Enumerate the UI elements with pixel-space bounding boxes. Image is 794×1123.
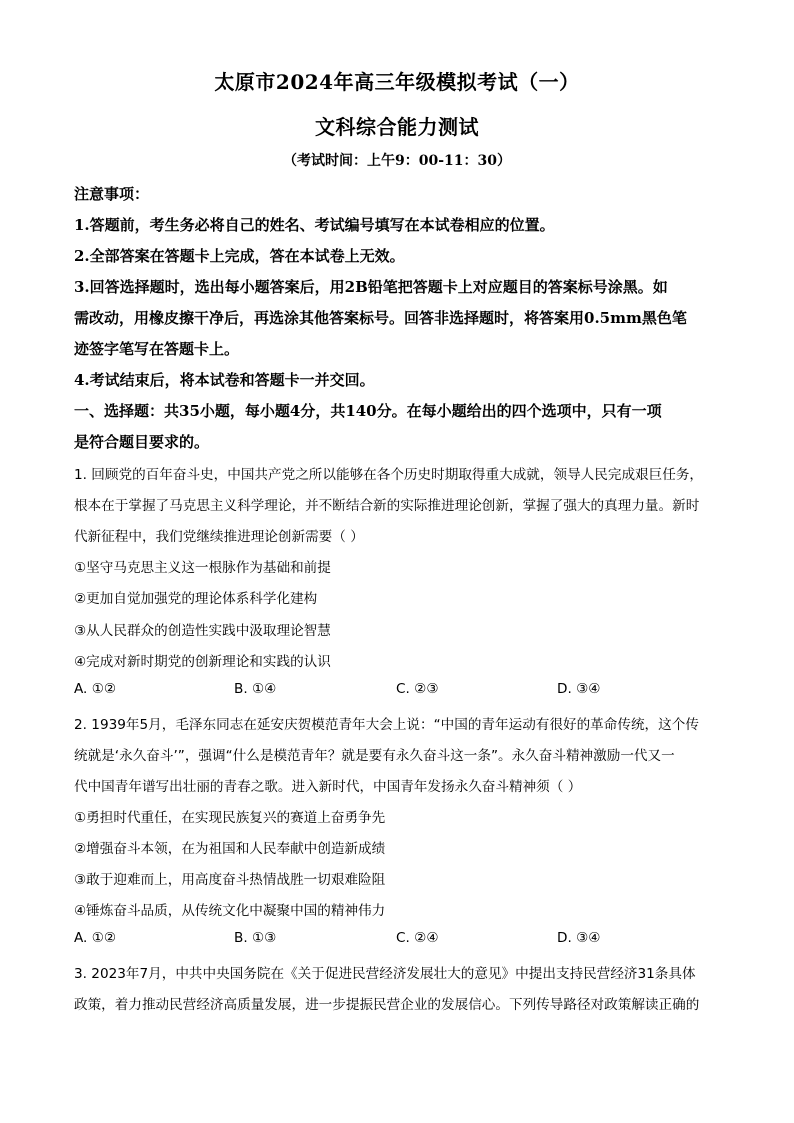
q1-option-b: B. ①④ [234,681,277,697]
notes-item-1: 1.答题前，考生务必将自己的姓名、考试编号填写在本试卷相应的位置。 [74,216,555,234]
q1-statement-3: ③从人民群众的创造性实践中汲取理论智慧 [74,623,331,639]
q1-option-a: A. ①② [74,681,117,697]
notes-item-3-line-2: 需改动，用橡皮擦干净后，再选涂其他答案标号。回答非选择题时，将答案用0.5mm黑色笔 [74,309,687,327]
notes-heading: 注意事项： [74,185,150,203]
q2-option-c: C. ②④ [396,930,439,946]
q1-option-c: C. ②③ [396,681,439,697]
q1-option-d: D. ③④ [557,681,601,697]
q2-stem-line-3: 代中国青年谱写出壮丽的青春之歌。进入新时代，中国青年发扬永久奋斗精神须（ ） [74,779,582,795]
q2-stem-line-1: 2. 1939年5月，毛泽东同志在延安庆贺模范青年大会上说：“中国的青年运动有很好的革命传统，这个传 [74,717,699,733]
q1-statement-2: ②更加自觉加强党的理论体系科学化建构 [74,591,318,607]
section-heading-line-1: 一、选择题：共35小题，每小题4分，共140分。在每小题给出的四个选项中，只有一项 [74,402,662,420]
q1-statement-1: ①坚守马克思主义这一根脉作为基础和前提 [74,560,331,576]
q2-option-a: A. ①② [74,930,117,946]
notes-item-2: 2.全部答案在答题卡上完成，答在本试卷上无效。 [74,247,405,265]
notes-item-3-line-3: 迹签字笔写在答题卡上。 [74,340,240,358]
section-heading-line-2: 是符合题目要求的。 [74,433,210,451]
q1-stem-line-3: 代新征程中，我们党继续推进理论创新需要（ ） [74,529,364,545]
q2-statement-1: ①勇担时代重任，在实现民族复兴的赛道上奋勇争先 [74,810,386,826]
q2-statement-3: ③敢于迎难而上，用高度奋斗热情战胜一切艰难险阻 [74,872,386,888]
q1-stem-line-1: 1. 回顾党的百年奋斗史，中国共产党之所以能够在各个历史时期取得重大成就，领导人民完成艰巨任务， [74,467,704,483]
q3-stem-line-2: 政策，着力推动民营经济高质量发展，进一步提振民营企业的发展信心。下列传导路径对政策解读正确的 [74,997,700,1013]
q2-option-d: D. ③④ [557,930,601,946]
q2-stem-line-2: 统就是‘永久奋斗’”，强调“什么是模范青年？就是要有永久奋斗这一条”。永久奋斗精神激励一代又一 [74,748,675,764]
q2-option-b: B. ①③ [234,930,277,946]
exam-time: （考试时间：上午9：00-11：30） [283,153,511,169]
q2-statement-2: ②增强奋斗本领，在为祖国和人民奉献中创造新成绩 [74,841,386,857]
notes-item-4: 4.考试结束后，将本试卷和答题卡一并交回。 [74,371,375,389]
q3-stem-line-1: 3. 2023年7月，中共中央国务院在《关于促进民营经济发展壮大的意见》中提出支持民营经济31条具体 [74,966,696,982]
notes-item-3-line-1: 3.回答选择题时，选出每小题答案后，用2B铅笔把答题卡上对应题目的答案标号涂黑。如 [74,278,668,296]
q1-statement-4: ④完成对新时期党的创新理论和实践的认识 [74,654,331,670]
exam-title: 太原市2024年高三年级模拟考试（一） [214,70,580,94]
exam-subtitle: 文科综合能力测试 [315,115,479,139]
q1-stem-line-2: 根本在于掌握了马克思主义科学理论，并不断结合新的实际推进理论创新，掌握了强大的真理力量。新时 [74,498,700,514]
q2-statement-4: ④锤炼奋斗品质，从传统文化中凝聚中国的精神伟力 [74,903,386,919]
